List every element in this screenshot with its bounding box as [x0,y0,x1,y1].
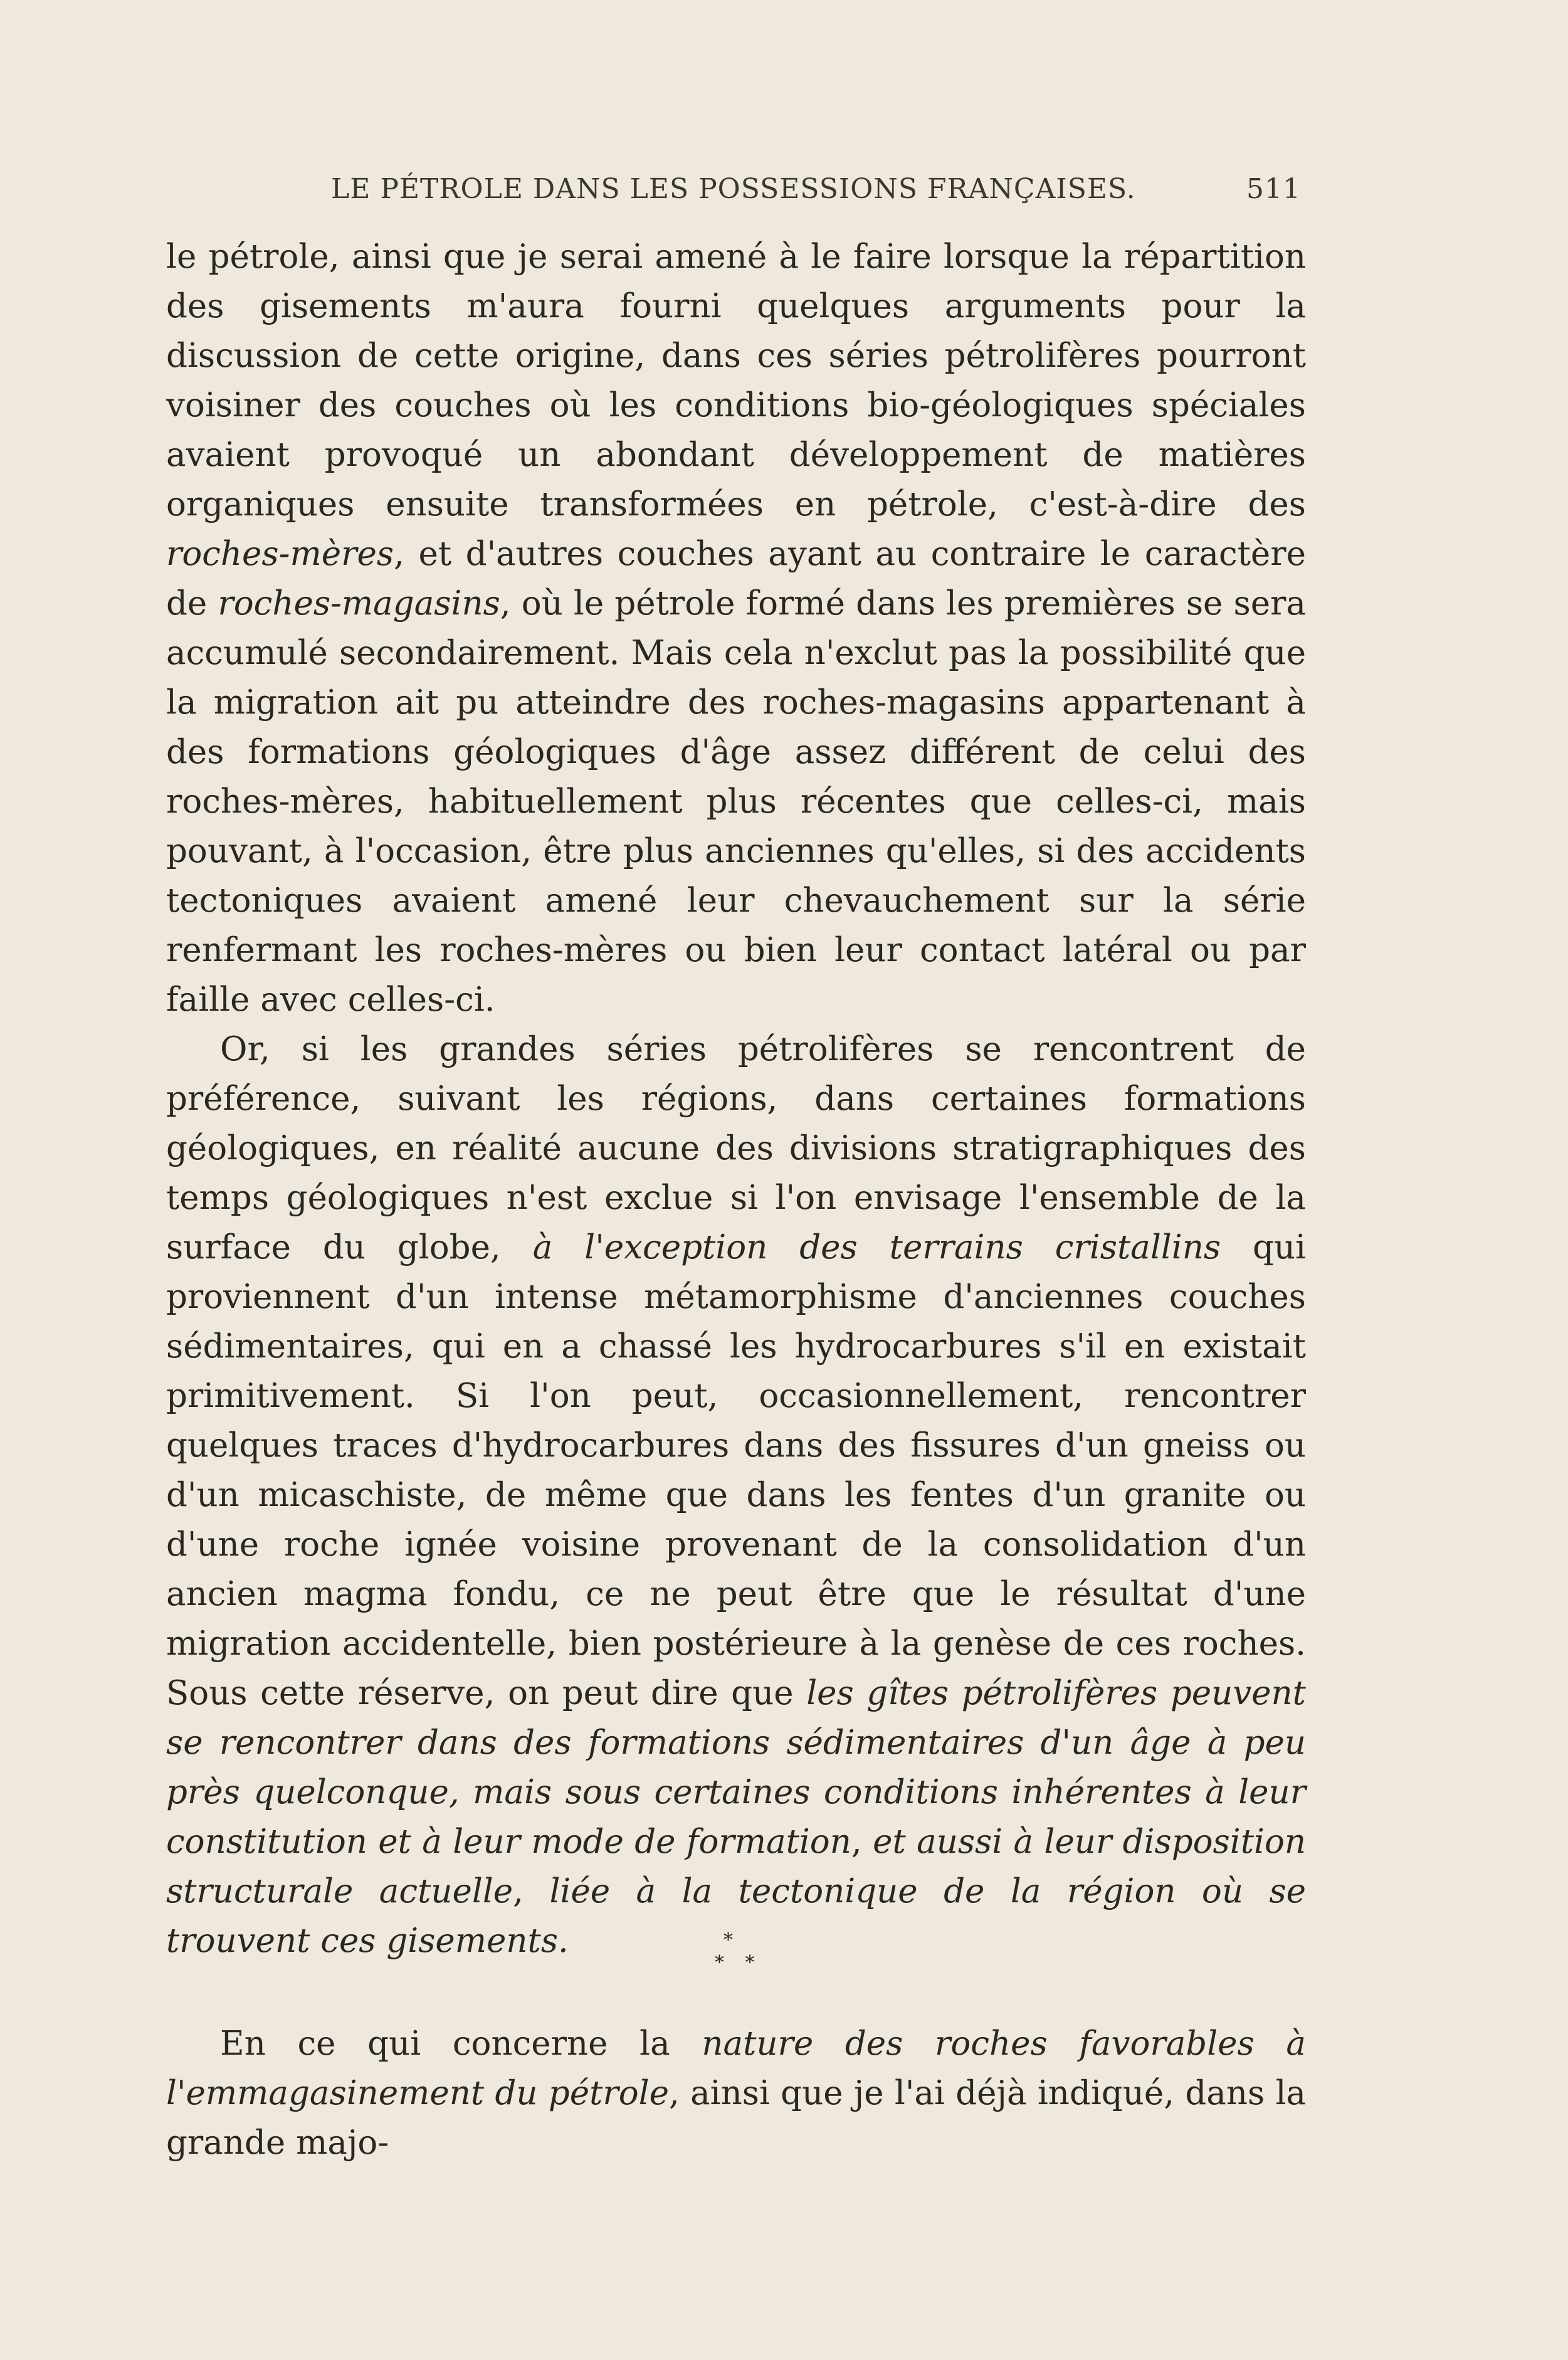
text-run: qui proviennent d'un intense métamorphisme d'anciennes couches sédimentaires, qui en a chassé les hydrocarbures s'il en existait primitivement. Si l'on peut, occasionnellement, rencontrer quelques traces d'hydrocarbures dans des fissures d'un gneiss ou d'un micaschiste, de même que dans les fentes d'un granite ou d'une roche ignée voisine provenant de la consolidation d'un ancien magma fondu, ce ne peut être que le résultat d'une migration accidentelle, bien postérieure à la genèse de ces roches. Sous cette réserve, on peut dire que [166,1228,1306,1712]
page-number: 511 [1246,173,1301,205]
paragraph-1 [166,232,1306,1025]
header-title: LE PÉTROLE DANS LES POSSESSIONS FRANÇAISES. [331,173,1136,205]
italic-passage: nature des roches favorables à l'emmagasinement du pétrole [166,2025,1306,2112]
text-run: , [851,1823,873,1861]
running-header [331,173,1301,211]
text-run: , ainsi que je l'ai déjà indiqué, dans la grande majo- [166,2074,1306,2162]
section-separator [697,1931,772,1988]
italic-passage: les gîtes pétrolifères peuvent se rencontrer dans des formations sédimentaires d'un âge à peu près quelconque, mais sous certaines conditions inhérentes à leur constitution et à leur mode de formation [166,1674,1306,1861]
italic-term: roches-mères [166,535,394,573]
italic-passage: liée à la tectonique de la région où se trouvent ces gisements. [166,1872,1306,1960]
text-run: En ce qui concerne la [220,2025,702,2063]
separator-star-top: * [723,1929,733,1951]
italic-term: à l'exception des terrains cristallins [532,1228,1221,1267]
separator-stars-bottom: * * [715,1952,762,1974]
text-run: le pétrole, ainsi que je serai amené à le faire lorsque la répartition des gisements m'aura fourni quelques arguments pour la discussion de cette origine, dans ces séries pétrolifères pourront voisiner des couches où les conditions bio-géologiques spéciales avaient provoqué un abondant développement de matières organiques ensuite transformées en pétrole, c'est-à-dire des [166,238,1306,524]
main-text [166,232,1306,1966]
text-run: , [513,1872,550,1910]
text-run: Or, si les grandes séries pétrolifères se rencontrent de préférence, suivant les régions, dans certaines formations géologiques, en réalité aucune des divisions stratigraphiques des temps géologiques n'est exclue si l'on envisage l'ensemble de la surface du globe, [166,1030,1306,1267]
paragraph-2 [166,1025,1306,1966]
paragraph-3 [166,2019,1306,2168]
text-run: , où le pétrole formé dans les premières se sera accumulé secondairement. Mais cela n'exclut pas la possibilité que la migration ait pu atteindre des roches-magasins appartenant à des formations géologiques d'âge assez différent de celui des roches-mères, habituellement plus récentes que celles-ci, mais pouvant, à l'occasion, être plus anciennes qu'elles, si des accidents tectoniques avaient amené leur chevauchement sur la série renfermant les roches-mères ou bien leur contact latéral ou par faille avec celles-ci. [166,584,1307,1019]
text-run: , et d'autres couches ayant au contraire le caractère de [166,535,1306,623]
main-text-continued [166,2019,1306,2168]
italic-passage: et aussi à leur disposition structurale actuelle [166,1823,1306,1910]
italic-term: roches-magasins [218,584,500,623]
